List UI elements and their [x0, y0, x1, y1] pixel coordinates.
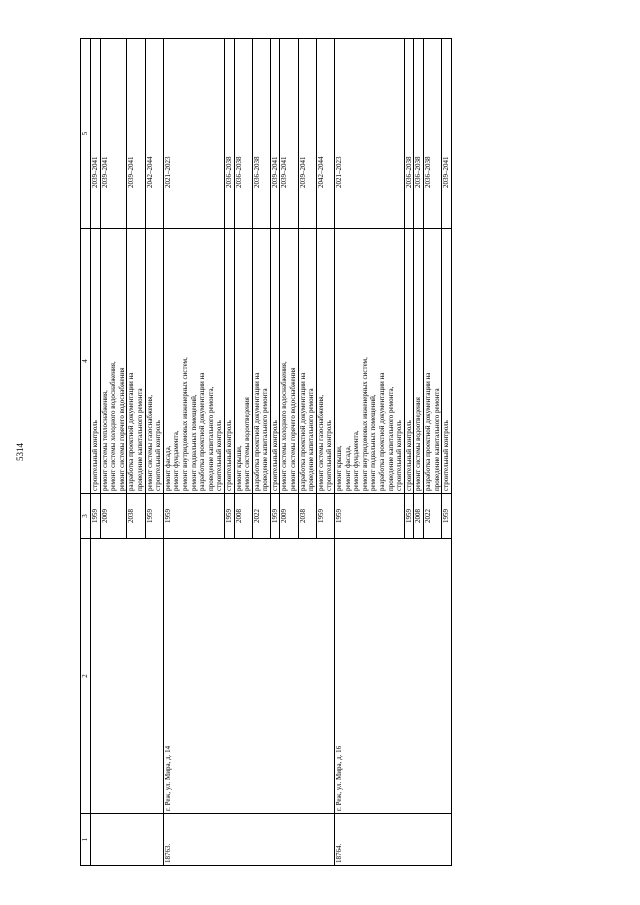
work-item: строительный контроль	[442, 420, 451, 491]
works-cell	[163, 229, 224, 494]
table-row	[163, 39, 224, 866]
column-header: 3	[81, 494, 91, 539]
table-body	[91, 39, 452, 866]
year-cell: 1959	[163, 494, 224, 539]
work-item: проведение капитального ремонта,	[386, 386, 395, 491]
work-item: ремонт системы холодного водоснабжения,	[109, 361, 118, 491]
year-cell: 2022	[423, 494, 441, 539]
year-cell: 2008	[414, 494, 424, 539]
work-item: строительный контроль	[270, 420, 279, 491]
work-item: разработка проектной документации на	[298, 372, 307, 491]
work-item: ремонт системы теплоснабжения,	[100, 390, 109, 491]
work-item: разработка проектной документации на	[423, 372, 432, 491]
work-item: ремонт системы горячего водоснабжения	[117, 367, 126, 491]
period-cell: 2036–2038	[234, 39, 252, 229]
work-item: ремонт системы водоотведения	[243, 397, 252, 491]
works-cell	[442, 229, 452, 494]
table-row	[91, 39, 101, 866]
capital-repair-table	[80, 38, 452, 866]
work-item: строительный контроль	[395, 420, 404, 491]
year-cell: 2038	[298, 494, 316, 539]
work-item: ремонт системы газоснабжения,	[145, 394, 154, 491]
work-item: ремонт подвальных помещений,	[189, 394, 198, 491]
period-cell: 2039–2041	[91, 39, 101, 229]
work-item: ремонт системы газоснабжения,	[316, 394, 325, 491]
year-cell: 1959	[404, 494, 414, 539]
period-cell: 2039–2041	[270, 39, 280, 229]
work-item: ремонт внутридомовых инженерных систем,	[360, 357, 369, 491]
column-header: 5	[81, 39, 91, 229]
works-cell	[404, 229, 414, 494]
column-header: 4	[81, 229, 91, 494]
work-item: ремонт системы горячего водоснабжения	[289, 367, 298, 491]
work-item: проведение капитального ремонта,	[206, 386, 215, 491]
period-cell: 2036–2038	[224, 39, 234, 229]
year-cell: 1959	[335, 494, 405, 539]
period-cell: 2021–2023	[163, 39, 224, 229]
header-row	[81, 39, 91, 866]
works-cell	[224, 229, 234, 494]
building-number-cell: 18763.	[163, 814, 334, 866]
year-cell: 2038	[127, 494, 145, 539]
year-cell: 2009	[100, 494, 127, 539]
year-cell: 1959	[316, 494, 334, 539]
work-item: ремонт внутридомовых инженерных систем,	[180, 357, 189, 491]
period-cell: 2021–2023	[335, 39, 405, 229]
works-cell	[234, 229, 252, 494]
year-cell: 1959	[91, 494, 101, 539]
column-header: 2	[81, 539, 91, 814]
work-item: ремонт крыши,	[335, 445, 344, 491]
works-cell	[298, 229, 316, 494]
work-item: ремонт фундамента,	[352, 430, 361, 491]
period-cell: 2036–2038	[423, 39, 441, 229]
works-cell	[414, 229, 424, 494]
building-address-cell: г. Реж, ул. Мира, д. 14	[163, 539, 334, 814]
building-number-cell: 18764.	[335, 814, 452, 866]
period-cell: 2039–2041	[100, 39, 127, 229]
works-cell	[423, 229, 441, 494]
year-cell: 1959	[145, 494, 163, 539]
table-row	[335, 39, 405, 866]
work-item: разработка проектной документации на	[378, 372, 386, 491]
works-cell	[145, 229, 163, 494]
work-item: ремонт фундамента,	[172, 430, 181, 491]
year-cell: 1959	[224, 494, 234, 539]
work-item: проведение капитального ремонта	[135, 388, 144, 491]
work-item: ремонт системы водоотведения	[414, 397, 423, 491]
building-address-cell: г. Реж, ул. Мира, д. 16	[335, 539, 452, 814]
year-cell: 2022	[252, 494, 270, 539]
year-cell: 1959	[442, 494, 452, 539]
period-cell: 2039–2041	[280, 39, 298, 229]
period-cell: 2036–2038	[414, 39, 424, 229]
work-item: строительный контроль	[404, 420, 413, 491]
works-cell	[100, 229, 127, 494]
work-item: строительный контроль	[215, 420, 224, 491]
work-item: проведение капитального ремонта	[307, 388, 316, 491]
work-item: ремонт фасада,	[343, 445, 352, 491]
work-item: разработка проектной документации на	[198, 372, 207, 491]
work-item: ремонт системы холодного водоснабжения,	[280, 361, 289, 491]
work-item: строительный контроль	[224, 420, 233, 491]
year-cell: 2008	[234, 494, 252, 539]
period-cell: 2042–2044	[316, 39, 334, 229]
works-cell	[252, 229, 270, 494]
works-cell	[127, 229, 145, 494]
work-item: проведение капитального ремонта	[432, 388, 441, 491]
period-cell: 2039–2041	[442, 39, 452, 229]
works-cell	[270, 229, 280, 494]
work-item: разработка проектной документации на	[127, 372, 136, 491]
building-address-cell	[91, 539, 164, 814]
work-item: строительный контроль	[91, 420, 99, 491]
work-item: ремонт крыши,	[234, 445, 243, 491]
year-cell: 2009	[280, 494, 298, 539]
work-item: строительный контроль	[325, 420, 334, 491]
period-cell: 2039–2041	[127, 39, 145, 229]
work-item: ремонт подвальных помещений,	[369, 394, 378, 491]
work-item: разработка проектной документации на	[252, 372, 261, 491]
year-cell: 1959	[270, 494, 280, 539]
page-number: 5314	[15, 443, 25, 461]
works-cell	[280, 229, 298, 494]
works-cell	[316, 229, 334, 494]
rotated-table-sheet	[80, 39, 580, 866]
period-cell: 2042–2044	[145, 39, 163, 229]
period-cell: 2039–2041	[298, 39, 316, 229]
work-item: проведение капитального ремонта	[261, 388, 270, 491]
period-cell: 2036–2038	[252, 39, 270, 229]
building-number-cell	[91, 814, 164, 866]
works-cell	[335, 229, 405, 494]
column-header: 1	[81, 814, 91, 866]
work-item: строительный контроль	[154, 420, 163, 491]
period-cell: 2036–2038	[404, 39, 414, 229]
work-item: ремонт фасада,	[163, 445, 172, 491]
works-cell	[91, 229, 101, 494]
